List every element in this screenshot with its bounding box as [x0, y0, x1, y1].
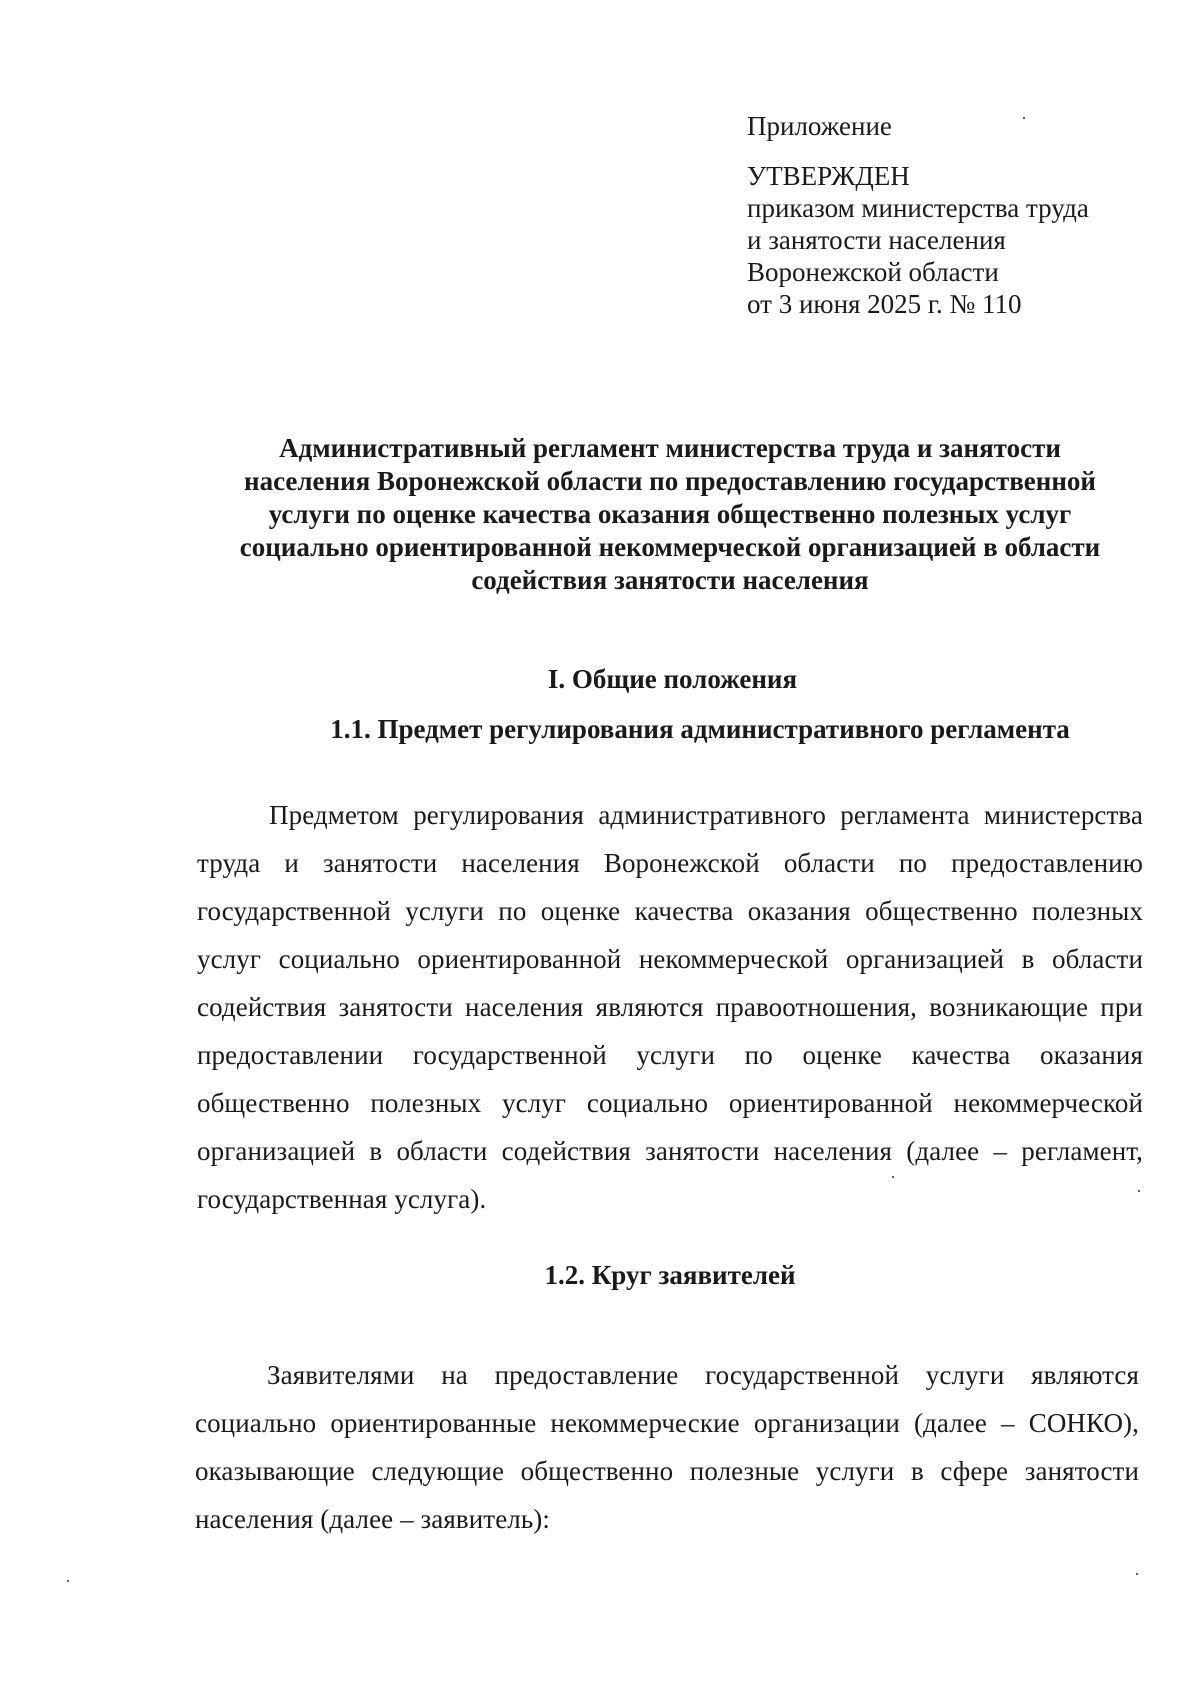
order-date-number: от 3 июня 2025 г. № 110: [747, 289, 1022, 319]
annex-label: Приложение: [747, 111, 892, 141]
paragraph-applicants: Заявителями на предоставление государственной услуги являются социально ориентированные некоммерческие организации (далее – СОНКО), оказывающие следующие общественно полезные услуги в сфере занятости населения (далее – заявитель):: [195, 1360, 1139, 1534]
approval-stamp-text: УТВЕРЖДЕН: [747, 161, 910, 191]
subsection-heading: 1.2. Круг заявителей: [544, 1260, 796, 1290]
order-line: приказом министерства труда: [747, 193, 1089, 223]
subsection-heading: 1.1. Предмет регулирования административного регламента: [330, 714, 1070, 744]
scan-speck: [1138, 1190, 1140, 1192]
scan-speck: [1023, 117, 1025, 119]
title-line: содействия занятости населения: [471, 565, 869, 595]
paragraph-subject: Предметом регулирования административного регламента министерства труда и занятости населения Воронежской области по предоставлению государственной услуги по оценке качества оказания общественно полезных услуг социально ориентированной некоммерческой организацией в области содействия занятости населения являются правоотношения, возникающие при предоставлении государственной услуги по оценке качества оказания общественно полезных услуг социально ориентированной некоммерческой организацией в области содействия занятости населения (далее – регламент, государственная услуга).: [197, 800, 1143, 1214]
annex-block: [747, 110, 1147, 320]
order-line: Воронежской области: [747, 257, 999, 287]
document-title: [200, 432, 1140, 597]
title-line: населения Воронежской области по предоставлению государственной: [244, 466, 1096, 496]
title-line: Административный регламент министерства труда и занятости: [279, 433, 1061, 463]
scan-speck: [67, 1580, 69, 1582]
scan-speck: [1136, 1573, 1138, 1575]
title-line: услуги по оценке качества оказания общественно полезных услуг: [268, 499, 1072, 529]
scan-speck: [892, 1176, 894, 1178]
section-heading: I. Общие положения: [547, 664, 798, 694]
order-line: и занятости населения: [747, 225, 1006, 255]
title-line: социально ориентированной некоммерческой организацией в области: [239, 532, 1101, 562]
